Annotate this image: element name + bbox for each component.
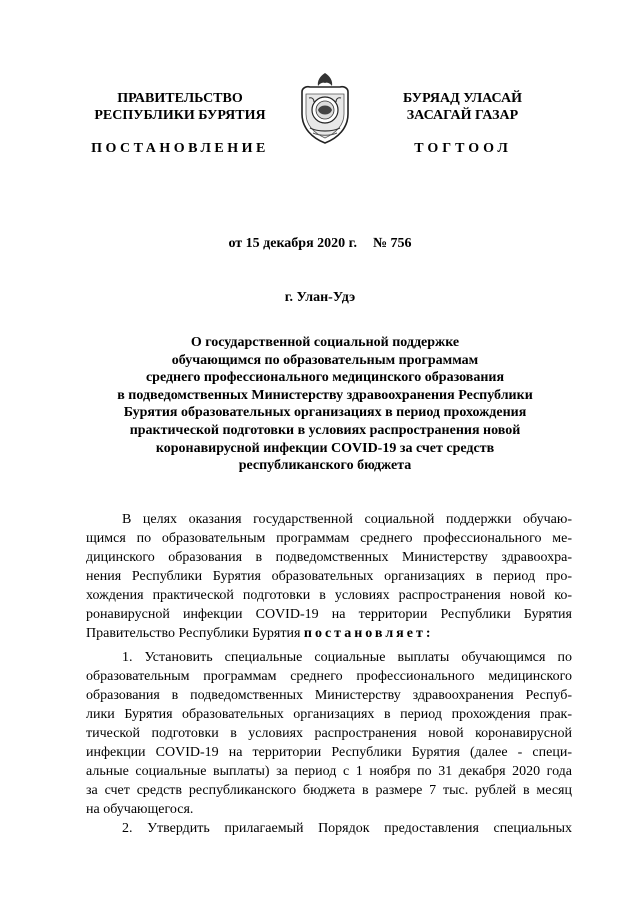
doc-date: от 15 декабря 2020 г. [228, 236, 357, 251]
coat-of-arms-icon [296, 70, 354, 146]
text-line: образовательным программам среднего профессионального медицинского [86, 669, 572, 684]
title-line: практической подготовки в условиях распространения новой [129, 422, 521, 438]
title-line: республиканского бюджета [238, 458, 412, 474]
resolves-keyword: постановляет: [303, 626, 434, 641]
issuer-bua-line2: ЗАСАГАЙ ГАЗАР [406, 108, 519, 123]
text-line: нения Республики Бурятия образовательных организациях в период про- [86, 569, 572, 584]
preamble-last-text: Правительство Республики Бурятия [86, 626, 304, 641]
title-line: О государственной социальной поддержке [190, 335, 460, 350]
text-line: хождения практической подготовки в условиях распространения новой ко- [86, 588, 572, 603]
text-line: 2. Утвердить прилагаемый Порядок предоставления специальных [122, 821, 572, 836]
title-line: среднего профессионального медицинского образования [145, 370, 505, 386]
text-line [86, 624, 572, 643]
text-line: лики Бурятия образовательных организациях в период прохождения прак- [86, 707, 572, 722]
text-line: ронавирусной инфекции COVID-19 на территории Республики Бурятия [86, 607, 572, 622]
text-line: инфекции COVID-19 на территории Республики Бурятия (далее - специ- [86, 745, 572, 760]
doc-number: № 756 [372, 236, 412, 251]
text-line: за счет средств республиканского бюджета в размере 7 тыс. рублей в месяц [86, 783, 572, 798]
text-line: В целях оказания государственной социальной поддержки обучаю- [122, 512, 572, 527]
item-2-paragraph [86, 819, 572, 838]
text-line: щимся по образовательным программам среднего профессионального ме- [86, 531, 572, 546]
item-1-paragraph [86, 648, 572, 819]
issuer-bua-line1: БУРЯАД УЛАСАЙ [403, 91, 522, 106]
title-line: обучающимся по образовательным программам [171, 352, 479, 368]
issuer-bua [390, 90, 535, 124]
text-line: дицинского образования в подведомственных Министерству здравоохра- [86, 550, 572, 565]
doc-type-ru: ПОСТАНОВЛЕНИЕ [91, 141, 269, 156]
preamble-paragraph [86, 510, 572, 643]
doc-title [70, 334, 580, 475]
title-line: в подведомственных Министерству здравоохранения Республики [117, 387, 533, 403]
text-line: тической подготовки в условиях распространения новой коронавирусной [86, 726, 572, 741]
doc-city: г. Улан-Удэ [284, 290, 356, 305]
doc-type-bua: ТОГТООЛ [414, 141, 512, 156]
title-line: коронавирусной инфекции COVID-19 за счет средств [155, 440, 495, 456]
text-line: 1. Установить специальные социальные выплаты обучающимся по [122, 650, 572, 665]
doc-date-number [0, 236, 640, 252]
text-line: образования в подведомственных Министерству здравоохранения Респуб- [86, 688, 572, 703]
text-line: альные социальные выплаты) за период с 1 ноября по 31 декабря 2020 года [86, 764, 572, 779]
issuer-ru-line1: ПРАВИТЕЛЬСТВО [117, 91, 243, 106]
title-line: Бурятия образовательных организациях в период прохождения [123, 405, 527, 421]
text-line: на обучающегося. [86, 802, 194, 817]
issuer-ru-line2: РЕСПУБЛИКИ БУРЯТИЯ [94, 108, 266, 123]
issuer-ru [80, 90, 280, 124]
